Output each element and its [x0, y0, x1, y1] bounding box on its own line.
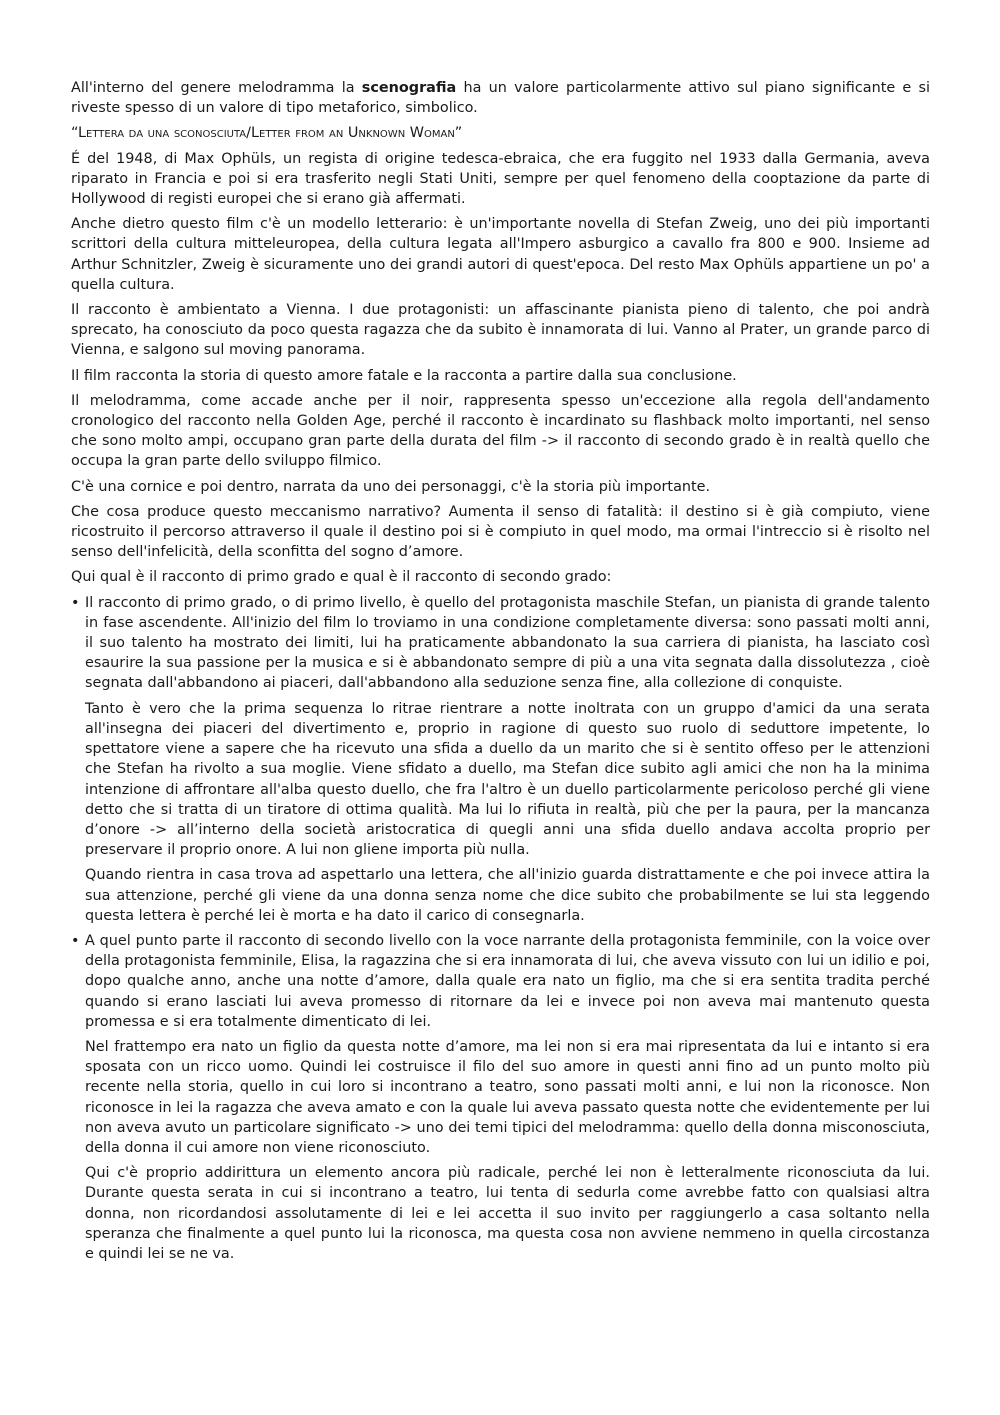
section-heading: “Lettera da una sconosciuta/Letter from an Unknown Woman”	[71, 125, 463, 142]
bullet-paragraph: Qui c'è proprio addirittura un elemento ancora più radicale, perché lei non è letteralmente riconosciuta da lui. Durante questa serata in cui si incontrano a teatro, lui tenta di sedurla come avrebbe fatto con qualsiasi altra donna, non ricordandosi assolutamente di lei e lei accetta il suo invito per raggiungerlo a casa soltanto nella speranza che finalmente a quel punto lui la riconosca, ma questa cosa non avviene nemmeno in quella circostanza e quindi lei se ne va.	[85, 1165, 930, 1262]
bullet-paragraph: Nel frattempo era nato un figlio da questa notte d’amore, ma lei non si era mai ripresentata da lui e intanto si era sposata con un ricco uomo. Quindi lei costruisce il filo del suo amore in questi anni fino ad un punto molto più recente nella storia, quello in cui loro si incontrano a teatro, sono passati molti anni, e lui non la riconosce. Non riconosce in lei la ragazza che aveva amato e con la quale lui aveva passato questa notte che evidentemente per lui non aveva avuto un particolare significato -> uno dei temi tipici del melodramma: quello della donna misconosciuta, della donna il cui amore non viene riconosciuto.	[85, 1038, 930, 1156]
intro-text-before: All'interno del genere melodramma la	[71, 80, 362, 96]
body-paragraph: É del 1948, di Max Ophüls, un regista di origine tedesca-ebraica, che era fuggito nel 1933 dalla Germania, aveva riparato in Francia e poi si era trasferito negli Stati Uniti, sempre per quel fenomeno della cooptazione da parte di Hollywood di registi europei che si erano già affermati.	[71, 150, 930, 208]
intro-bold-term: scenografia	[361, 80, 457, 96]
body-paragraph: Il film racconta la storia di questo amore fatale e la racconta a partire dalla sua conclusione.	[71, 367, 737, 384]
bullet-paragraph: Tanto è vero che la prima sequenza lo ritrae rientrare a notte inoltrata con un gruppo d'amici da una serata all'insegna dei piaceri del divertimento e, proprio in ragione di questo suo ruolo di seduttore impetente, lo spettatore viene a sapere che ha ricevuto una sfida a duello da un marito che si è sentito offeso per le attenzioni che Stefan ha rivolto a sua moglie. Viene sfidato a duello, ma Stefan dice subito agli amici che non ha la minima intenzione di affrontare all'alba questo duello, che fra l'altro è un duello particolarmente pericoloso perché gli viene detto che si tratta di un tiratore di ottima qualità. Ma lui lo rifiuta in realtà, più che per la paura, per la mancanza d’onore -> all’interno della società aristocratica di quegli anni una sfida duello andava accolta proprio per preservare il proprio onore. A lui non gliene importa più nulla.	[85, 700, 930, 859]
body-paragraph: Anche dietro questo film c'è un modello letterario: è un'importante novella di Stefan Zweig, uno dei più importanti scrittori della cultura mitteleuropea, della cultura legata all'Impero asburgico a cavallo fra 800 e 900. Insieme ad Arthur Schnitzler, Zweig è sicuramente uno dei grandi autori di quest'epoca. Del resto Max Ophüls appartiene un po' a quella cultura.	[71, 216, 930, 293]
bullet-paragraph: A quel punto parte il racconto di secondo livello con la voce narrante della protagonista femminile, con la voice over della protagonista femminile, Elisa, la ragazzina che si era innamorata di lui, che aveva vissuto con lui un idilio e poi, dopo qualche anno, anche una notte d’amore, dalla quale era nato un figlio, ma che si era sentita tradita perché quando si erano lasciati lui aveva promesso di ritornare da lei e invece poi non aveva mai mantenuto questa promessa e si era totalmente dimenticato di lei.	[85, 932, 930, 1030]
document-page	[71, 78, 930, 1269]
bullet-item-second-level	[71, 931, 930, 1264]
bullet-paragraph: Quando rientra in casa trova ad aspettarlo una lettera, che all'inizio guarda distrattamente e che poi invece attira la sua attenzione, perché gli viene da una donna senza nome che dice subito che probabilmente se lui sta leggendo questa lettera è perché lei è morta e ha dato il carico di consegnarla.	[85, 867, 930, 924]
bullet-paragraph: Il racconto di primo grado, o di primo livello, è quello del protagonista maschile Stefan, un pianista di grande talento in fase ascendente. All'inizio del film lo troviamo in una condizione completamente diversa: sono passati molti anni, il suo talento ha mostrato dei limiti, lui ha praticamente abbandonato la sua carriera di pianista, ha lasciato così esaurire la sua passione per la musica e si è abbandonato sempre di più a una vita segnata dalla dissolutezza , cioè segnata dall'abbandono ai piaceri, dall'abbandono alla seduzione senza fine, alla collezione di conquiste.	[85, 594, 930, 692]
body-paragraph: C'è una cornice e poi dentro, narrata da uno dei personaggi, c'è la storia più importante.	[71, 478, 711, 495]
bullet-icon: •	[71, 594, 80, 611]
intro-paragraph	[71, 78, 930, 118]
bullet-icon: •	[71, 932, 80, 949]
bullet-list	[71, 593, 930, 1265]
body-paragraph: Il racconto è ambientato a Vienna. I due protagonisti: un affascinante pianista pieno di talento, che poi andrà sprecato, ha conosciuto da poco questa ragazza che da subito è innamorata di lui. Vanno al Prater, un grande parco di Vienna, e salgono sul moving panorama.	[71, 302, 930, 359]
body-paragraph: Il melodramma, come accade anche per il noir, rappresenta spesso un'eccezione alla regola dell'andamento cronologico del racconto nella Golden Age, perché il racconto è incardinato su flashback molto importanti, nel senso che sono molto ampi, occupano gran parte della durata del film -> il racconto di secondo grado è in realtà quello che occupa la gran parte dello sviluppo filmico.	[71, 392, 930, 470]
body-paragraph: Che cosa produce questo meccanismo narrativo? Aumenta il senso di fatalità: il destino si è già compiuto, viene ricostruito il percorso attraverso il quale il destino poi si è compiuto in quel modo, ma ormai l'intreccio si è risolto nel senso dell'infelicità, della sconfitta del sogno d’amore.	[71, 503, 930, 561]
body-paragraph: Qui qual è il racconto di primo grado e qual è il racconto di secondo grado:	[71, 569, 612, 586]
intro-text-after: ha un valore particolarmente attivo sul piano significante e si riveste spesso di un valore di tipo metaforico, simbolico.	[71, 80, 930, 117]
bullet-item-first-level	[71, 593, 930, 926]
